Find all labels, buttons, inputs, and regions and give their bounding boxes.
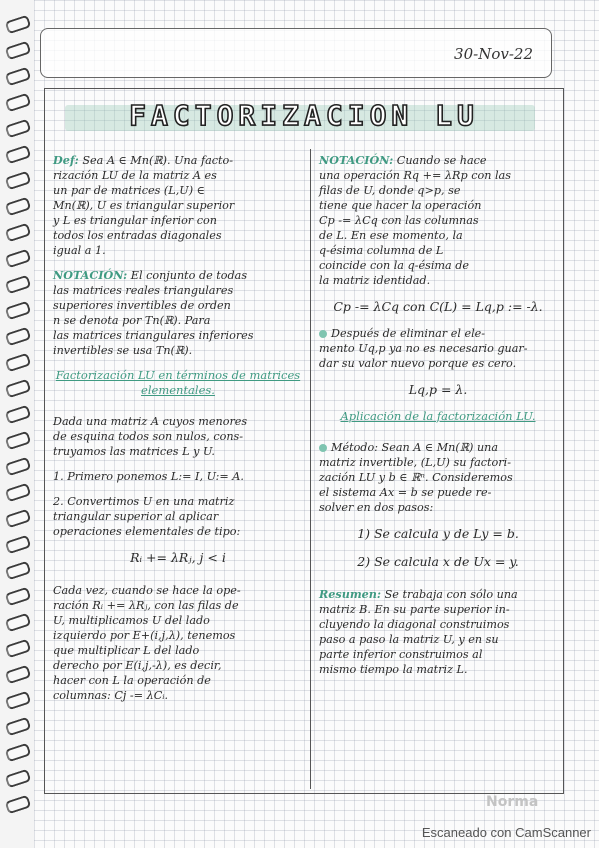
- notation-line: NOTACIÓN: El conjunto de todas: [53, 268, 248, 282]
- section-title-elementary: Factorización LU en términos de matrices elementales.: [55, 368, 301, 397]
- ring-icon: [5, 639, 32, 659]
- notation-right-line: la matriz identidad.: [319, 274, 431, 287]
- ring-icon: [5, 587, 32, 607]
- summary-line: mismo tiempo la matriz L.: [319, 663, 468, 676]
- step-two-line: 2. Convertimos U en una matriz: [53, 495, 235, 508]
- notebook-page: [34, 0, 599, 848]
- ring-icon: [5, 119, 32, 139]
- explanation-line: izquierdo por E+(i,j,λ), tenemos: [53, 629, 236, 642]
- definition-line: y L es triangular inferior con: [53, 214, 217, 227]
- notation-right-line: una operación Rq += λRp con las: [319, 169, 511, 182]
- construction-line: truyamos las matrices L y U.: [53, 445, 215, 458]
- ring-icon: [5, 405, 32, 425]
- notation-line: n se denota por Tn(ℝ). Para: [53, 314, 211, 327]
- ring-icon: [5, 717, 32, 737]
- explanation-line: U, multiplicamos U del lado: [53, 614, 210, 627]
- summary-line: matriz B. En su parte superior in-: [319, 603, 510, 616]
- method-line: zación LU y b ∈ ℝⁿ. Consideremos: [319, 471, 513, 484]
- scanner-watermark: Escaneado con CamScanner: [421, 825, 591, 840]
- ring-icon: [5, 301, 32, 321]
- after-elimination-line: mento Uq,p ya no es necesario guar-: [319, 342, 528, 355]
- construction-line: de esquina todos son nulos, cons-: [53, 430, 244, 443]
- explanation-line: ración Rᵢ += λRⱼ, con las filas de: [53, 599, 239, 612]
- section-title-application: Aplicación de la factorización LU.: [340, 409, 536, 423]
- summary-line: parte inferior construimos al: [319, 648, 483, 661]
- explanation-line: Cada vez, cuando se hace la ope-: [53, 584, 241, 597]
- left-column: [53, 153, 303, 703]
- ring-icon: [5, 613, 32, 633]
- notation-right-head: NOTACIÓN:: [319, 153, 394, 167]
- notation-right-line: filas de U, donde q>p, se: [319, 184, 461, 197]
- notation-right-line: NOTACIÓN: Cuando se hace: [319, 153, 487, 167]
- notation-right-line: de L. En ese momento, la: [319, 229, 463, 242]
- lqp-formula: Lq,p = λ.: [408, 382, 468, 397]
- ring-icon: [5, 483, 32, 503]
- summary-line: paso a paso la matriz U, y en su: [319, 633, 499, 646]
- method-line: el sistema Ax = b se puede re-: [319, 486, 492, 499]
- ring-icon: [5, 535, 32, 555]
- column-divider: [310, 149, 311, 789]
- notation-right-line: Cp -= λCq con las columnas: [319, 214, 479, 227]
- definition-line: un par de matrices (L,U) ∈: [53, 184, 205, 197]
- ring-icon: [5, 769, 32, 789]
- summary-head: Resumen:: [319, 587, 382, 601]
- step-two-line: operaciones elementales de tipo:: [53, 525, 241, 538]
- notation-line: las matrices triangulares inferiores: [53, 329, 254, 342]
- ring-icon: [5, 171, 32, 191]
- ring-icon: [5, 691, 32, 711]
- explanation-line: que multiplicar L del lado: [53, 644, 200, 657]
- column-operation-formula: Cp -= λCq con C(L) = Lq,p := -λ.: [333, 299, 543, 314]
- after-elimination-line: Después de eliminar el ele-: [319, 326, 557, 341]
- date-header-box: [40, 28, 552, 78]
- after-elimination-line: dar su valor nuevo porque es cero.: [319, 357, 517, 370]
- notation-line: invertibles se usa Tn(ℝ).: [53, 344, 193, 357]
- ring-icon: [5, 561, 32, 581]
- ring-icon: [5, 795, 32, 815]
- explanation-line: hacer con L la operación de: [53, 674, 211, 687]
- method-line: Método: Sean A ∈ Mn(ℝ) una: [319, 440, 557, 455]
- notation-right-line: coincide con la q-ésima de: [319, 259, 470, 272]
- ring-icon: [5, 15, 32, 35]
- ring-icon: [5, 67, 32, 87]
- notation-right-line: tiene que hacer la operación: [319, 199, 482, 212]
- ring-icon: [5, 743, 32, 763]
- summary-line: cluyendo la diagonal construimos: [319, 618, 510, 631]
- bullet-icon: [319, 444, 327, 452]
- page-title: FACTORIZACION LU: [129, 99, 479, 132]
- ring-icon: [5, 665, 32, 685]
- method-line: solver en dos pasos:: [319, 501, 434, 514]
- explanation-line: derecho por E(i,j,-λ), es decir,: [53, 659, 222, 672]
- construction-line: Dada una matriz A cuyos menores: [53, 415, 248, 428]
- notation-right-line: q-ésima columna de L: [319, 244, 444, 257]
- ring-icon: [5, 327, 32, 347]
- ring-icon: [5, 275, 32, 295]
- step-one: 1. Primero ponemos L:= I, U:= A.: [53, 470, 244, 483]
- right-column: [319, 153, 557, 677]
- ring-icon: [5, 353, 32, 373]
- ring-icon: [5, 41, 32, 61]
- definition-head: Def:: [53, 153, 79, 167]
- ring-icon: [5, 431, 32, 451]
- definition-line: igual a 1.: [53, 244, 106, 257]
- bullet-icon: [319, 330, 327, 338]
- ring-icon: [5, 509, 32, 529]
- row-operation-formula: Rᵢ += λRⱼ, j < i: [130, 550, 226, 565]
- spiral-binding: [0, 0, 34, 848]
- notation-line: superiores invertibles de orden: [53, 299, 231, 312]
- ring-icon: [5, 145, 32, 165]
- step-two-line: triangular superior al aplicar: [53, 510, 219, 523]
- notes-frame: [44, 88, 564, 794]
- definition-line: rización LU de la matriz A es: [53, 169, 217, 182]
- summary-line: Resumen: Se trabaja con sólo una: [319, 587, 518, 601]
- notation-line: las matrices reales triangulares: [53, 284, 234, 297]
- definition-line: Def: Sea A ∈ Mn(ℝ). Una facto-: [53, 153, 234, 167]
- definition-line: todos los entradas diagonales: [53, 229, 222, 242]
- definition-line: Mn(ℝ), U es triangular superior: [53, 199, 235, 212]
- ring-icon: [5, 379, 32, 399]
- date-label: 30-Nov-22: [454, 45, 533, 63]
- ring-icon: [5, 249, 32, 269]
- notation-head: NOTACIÓN:: [53, 268, 128, 282]
- method-line: matriz invertible, (L,U) su factori-: [319, 456, 511, 469]
- ring-icon: [5, 457, 32, 477]
- ring-icon: [5, 223, 32, 243]
- explanation-line: columnas: Cj -= λCᵢ.: [53, 689, 169, 702]
- ring-icon: [5, 93, 32, 113]
- method-step-one: 1) Se calcula y de Ly = b.: [357, 526, 519, 541]
- ring-icon: [5, 197, 32, 217]
- method-step-two: 2) Se calcula x de Ux = y.: [357, 554, 519, 569]
- notebook-brand-logo: Norma: [486, 794, 539, 810]
